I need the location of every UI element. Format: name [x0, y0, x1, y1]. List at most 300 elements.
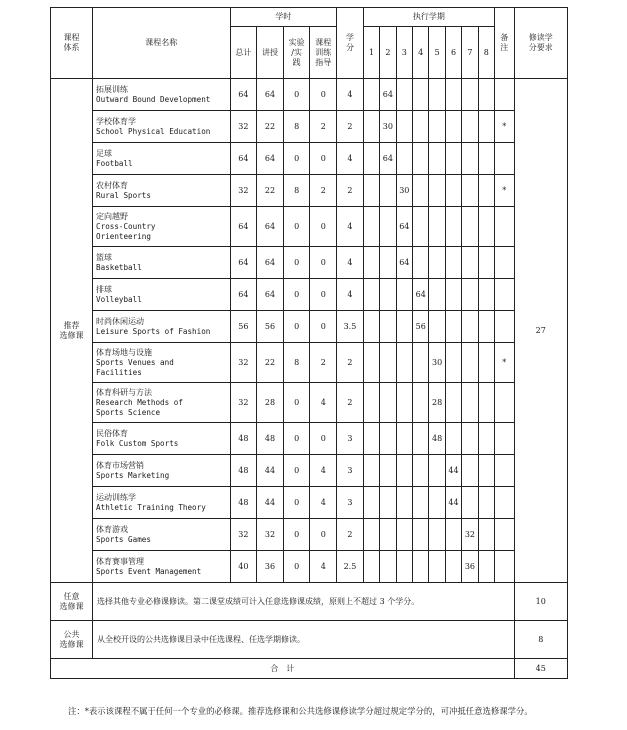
course-row: [51, 143, 568, 175]
course-credit: 4: [337, 79, 364, 111]
semester-2-hours: [380, 247, 396, 279]
course-name: [93, 343, 230, 383]
course-lab: 0: [283, 311, 310, 343]
semester-4-hours: [413, 383, 429, 423]
course-total: 64: [230, 207, 257, 247]
semester-5-hours: [429, 487, 445, 519]
semester-2-hours: [380, 519, 396, 551]
semester-3-hours: [396, 279, 412, 311]
optional-description: 选择其他专业必修课修读。第二课堂成绩可计入任意选修课成绩，原则上不超过 3 个学分。: [93, 583, 514, 621]
course-lab: 0: [283, 423, 310, 455]
course-training: 2: [310, 175, 337, 207]
course-lecture: 64: [257, 79, 284, 111]
header-semester-8: 8: [478, 27, 494, 79]
course-total: 64: [230, 247, 257, 279]
course-name: [93, 79, 230, 111]
header-total: 总计: [230, 27, 257, 79]
semester-3-hours: 30: [396, 175, 412, 207]
semester-2-hours: [380, 551, 396, 583]
semester-4-hours: [413, 455, 429, 487]
course-total: 48: [230, 423, 257, 455]
course-name-en: Volleyball: [96, 294, 142, 304]
semester-6-hours: [445, 383, 461, 423]
header-category: 课程 体系: [51, 8, 93, 79]
course-training: 0: [310, 247, 337, 279]
semester-6-hours: [445, 175, 461, 207]
semester-2-hours: [380, 423, 396, 455]
semester-6-hours: [445, 551, 461, 583]
course-credit: 4: [337, 207, 364, 247]
semester-2-hours: [380, 279, 396, 311]
course-total: 56: [230, 311, 257, 343]
course-remark: [495, 79, 514, 111]
header-semester-2: 2: [380, 27, 396, 79]
semester-5-hours: [429, 175, 445, 207]
semester-2-hours: 30: [380, 111, 396, 143]
course-lab: 8: [283, 175, 310, 207]
course-training: 0: [310, 519, 337, 551]
semester-6-hours: [445, 519, 461, 551]
header-lab: 实验 /实 践: [283, 27, 310, 79]
course-lecture: 64: [257, 143, 284, 175]
semester-4-hours: [413, 207, 429, 247]
course-name-cn: 篮球: [96, 252, 113, 262]
semester-1-hours: [363, 111, 379, 143]
course-lab: 0: [283, 143, 310, 175]
course-name-en: Rural Sports: [96, 190, 151, 200]
semester-5-hours: 28: [429, 383, 445, 423]
curriculum-sheet: [50, 7, 568, 679]
course-lecture: 22: [257, 175, 284, 207]
course-credit: 2: [337, 519, 364, 551]
semester-5-hours: [429, 247, 445, 279]
course-lecture: 48: [257, 423, 284, 455]
course-name: [93, 487, 230, 519]
semester-2-hours: 64: [380, 143, 396, 175]
course-lecture: 32: [257, 519, 284, 551]
semester-4-hours: 56: [413, 311, 429, 343]
course-name-en: Basketball: [96, 262, 142, 272]
header-hours: 学时: [230, 8, 337, 27]
semester-6-hours: [445, 207, 461, 247]
course-lecture: 44: [257, 455, 284, 487]
semester-3-hours: 64: [396, 207, 412, 247]
course-name: [93, 175, 230, 207]
course-name: [93, 551, 230, 583]
semester-8-hours: [478, 383, 494, 423]
semester-1-hours: [363, 207, 379, 247]
semester-6-hours: [445, 423, 461, 455]
semester-8-hours: [478, 311, 494, 343]
semester-2-hours: [380, 207, 396, 247]
category-recommended: 推荐 选修课: [51, 79, 93, 583]
semester-4-hours: [413, 79, 429, 111]
course-name-en: Cross-Country: [96, 221, 156, 231]
semester-3-hours: [396, 383, 412, 423]
course-name: [93, 383, 230, 423]
semester-6-hours: [445, 111, 461, 143]
semester-6-hours: 44: [445, 455, 461, 487]
semester-4-hours: [413, 487, 429, 519]
course-total: 40: [230, 551, 257, 583]
semester-8-hours: [478, 519, 494, 551]
course-row: [51, 343, 568, 383]
semester-1-hours: [363, 551, 379, 583]
header-remark: 备 注: [495, 8, 514, 79]
course-lecture: 22: [257, 343, 284, 383]
semester-1-hours: [363, 383, 379, 423]
course-training: 0: [310, 279, 337, 311]
total-value: 45: [514, 659, 567, 679]
course-remark: *: [495, 111, 514, 143]
course-row: [51, 207, 568, 247]
course-remark: [495, 487, 514, 519]
semester-7-hours: [462, 343, 478, 383]
course-training: 4: [310, 551, 337, 583]
semester-7-hours: [462, 175, 478, 207]
course-remark: [495, 423, 514, 455]
semester-5-hours: [429, 551, 445, 583]
course-row: [51, 279, 568, 311]
semester-8-hours: [478, 143, 494, 175]
semester-5-hours: [429, 519, 445, 551]
course-lab: 0: [283, 383, 310, 423]
course-name-cn: 学校体育学: [96, 116, 137, 126]
course-credit: 2.5: [337, 551, 364, 583]
header-course-name: 课程名称: [93, 8, 230, 79]
semester-8-hours: [478, 487, 494, 519]
course-training: 0: [310, 311, 337, 343]
course-name-cn: 时尚休闲运动: [96, 316, 145, 326]
course-name-cn: 运动训练学: [96, 492, 137, 502]
required-credits-public: 8: [514, 621, 567, 659]
course-credit: 2: [337, 383, 364, 423]
semester-7-hours: [462, 455, 478, 487]
semester-1-hours: [363, 311, 379, 343]
course-lab: 0: [283, 551, 310, 583]
semester-6-hours: [445, 343, 461, 383]
course-training: 4: [310, 455, 337, 487]
header-row-1: [51, 8, 568, 27]
course-credit: 4: [337, 143, 364, 175]
total-label: 合 计: [51, 659, 515, 679]
course-name: [93, 311, 230, 343]
course-name-en: Sports Venues and: [96, 357, 174, 367]
header-credit: 学 分: [337, 8, 364, 79]
semester-3-hours: [396, 423, 412, 455]
semester-8-hours: [478, 207, 494, 247]
course-remark: *: [495, 175, 514, 207]
course-row: [51, 311, 568, 343]
course-training: 0: [310, 143, 337, 175]
header-required-credits: 修读学 分要求: [514, 8, 567, 79]
course-lab: 0: [283, 519, 310, 551]
course-lab: 0: [283, 79, 310, 111]
course-name: [93, 207, 230, 247]
semester-7-hours: [462, 383, 478, 423]
course-name: [93, 279, 230, 311]
semester-5-hours: [429, 207, 445, 247]
course-training: 4: [310, 383, 337, 423]
semester-2-hours: [380, 175, 396, 207]
semester-6-hours: [445, 311, 461, 343]
course-lecture: 64: [257, 247, 284, 279]
course-lab: 0: [283, 487, 310, 519]
semester-3-hours: [396, 551, 412, 583]
course-name-cn: 体育赛事管理: [96, 556, 145, 566]
course-name: [93, 247, 230, 279]
course-row: [51, 383, 568, 423]
footnote: 注：*表示该课程不属于任何一个专业的必修课。推荐选修课和公共选修课修读学分超过规定学分的，可冲抵任意选修课学分。: [68, 706, 533, 716]
course-total: 32: [230, 175, 257, 207]
total-row: [51, 659, 568, 679]
semester-8-hours: [478, 343, 494, 383]
course-name-en: Outward Bound Development: [96, 94, 211, 104]
course-lecture: 22: [257, 111, 284, 143]
course-row: [51, 423, 568, 455]
semester-1-hours: [363, 79, 379, 111]
course-name-en: Facilities: [96, 367, 142, 377]
semester-3-hours: 64: [396, 247, 412, 279]
course-training: 2: [310, 111, 337, 143]
semester-6-hours: [445, 79, 461, 111]
course-name-en: Football: [96, 158, 133, 168]
course-remark: [495, 551, 514, 583]
semester-5-hours: [429, 311, 445, 343]
course-row: [51, 175, 568, 207]
course-name-en: Orienteering: [96, 231, 151, 241]
semester-7-hours: [462, 111, 478, 143]
course-name-en: Sports Event Management: [96, 566, 202, 576]
course-credit: 2: [337, 111, 364, 143]
semester-4-hours: [413, 519, 429, 551]
semester-2-hours: 64: [380, 79, 396, 111]
required-credits-recommended: 27: [514, 79, 567, 583]
course-credit: 2: [337, 175, 364, 207]
category-public: 公共 选修课: [51, 621, 93, 659]
semester-1-hours: [363, 423, 379, 455]
course-remark: *: [495, 343, 514, 383]
semester-2-hours: [380, 343, 396, 383]
course-name-cn: 排球: [96, 284, 113, 294]
course-name: [93, 143, 230, 175]
course-training: 0: [310, 423, 337, 455]
course-training: 0: [310, 79, 337, 111]
semester-8-hours: [478, 279, 494, 311]
semester-8-hours: [478, 455, 494, 487]
course-name-en: Sports Science: [96, 407, 161, 417]
semester-2-hours: [380, 383, 396, 423]
semester-1-hours: [363, 175, 379, 207]
course-name-en: Sports Games: [96, 534, 151, 544]
semester-2-hours: [380, 455, 396, 487]
semester-8-hours: [478, 111, 494, 143]
course-row: [51, 519, 568, 551]
public-row: [51, 621, 568, 659]
header-lecture: 讲授: [257, 27, 284, 79]
course-remark: [495, 311, 514, 343]
semester-6-hours: [445, 247, 461, 279]
semester-4-hours: [413, 551, 429, 583]
course-total: 48: [230, 487, 257, 519]
course-row: [51, 111, 568, 143]
semester-7-hours: [462, 79, 478, 111]
semester-8-hours: [478, 423, 494, 455]
semester-7-hours: [462, 143, 478, 175]
semester-8-hours: [478, 79, 494, 111]
header-semester-7: 7: [462, 27, 478, 79]
course-name-cn: 拓展训练: [96, 84, 129, 94]
course-remark: [495, 383, 514, 423]
semester-7-hours: 32: [462, 519, 478, 551]
course-credit: 4: [337, 247, 364, 279]
course-lab: 0: [283, 247, 310, 279]
course-name: [93, 111, 230, 143]
course-row: [51, 247, 568, 279]
semester-3-hours: [396, 143, 412, 175]
course-training: 2: [310, 343, 337, 383]
course-total: 32: [230, 343, 257, 383]
semester-5-hours: 30: [429, 343, 445, 383]
course-name-en: Athletic Training Theory: [96, 502, 206, 512]
course-total: 64: [230, 279, 257, 311]
course-name-cn: 足球: [96, 148, 113, 158]
course-remark: [495, 143, 514, 175]
semester-5-hours: [429, 79, 445, 111]
semester-5-hours: [429, 143, 445, 175]
semester-7-hours: 36: [462, 551, 478, 583]
course-row: [51, 551, 568, 583]
course-lecture: 64: [257, 207, 284, 247]
course-remark: [495, 455, 514, 487]
semester-8-hours: [478, 175, 494, 207]
semester-8-hours: [478, 551, 494, 583]
course-lab: 8: [283, 343, 310, 383]
course-credit: 3: [337, 423, 364, 455]
course-lecture: 44: [257, 487, 284, 519]
semester-1-hours: [363, 247, 379, 279]
course-remark: [495, 247, 514, 279]
semester-5-hours: [429, 279, 445, 311]
course-lab: 0: [283, 279, 310, 311]
course-name: [93, 519, 230, 551]
course-total: 32: [230, 519, 257, 551]
course-total: 48: [230, 455, 257, 487]
course-name: [93, 455, 230, 487]
semester-3-hours: [396, 455, 412, 487]
header-semester-5: 5: [429, 27, 445, 79]
course-credit: 4: [337, 279, 364, 311]
course-credit: 3.5: [337, 311, 364, 343]
course-row: [51, 487, 568, 519]
header-semester-1: 1: [363, 27, 379, 79]
semester-7-hours: [462, 487, 478, 519]
curriculum-table: [50, 7, 568, 679]
course-name-cn: 体育市场营销: [96, 460, 145, 470]
course-credit: 3: [337, 455, 364, 487]
optional-row: [51, 583, 568, 621]
course-row: [51, 79, 568, 111]
semester-6-hours: 44: [445, 487, 461, 519]
public-description: 从全校开设的公共选修课目录中任选课程、任选学期修读。: [93, 621, 514, 659]
course-name-en: Research Methods of: [96, 397, 183, 407]
header-semester-3: 3: [396, 27, 412, 79]
semester-3-hours: [396, 487, 412, 519]
course-total: 64: [230, 143, 257, 175]
semester-4-hours: 64: [413, 279, 429, 311]
course-lecture: 64: [257, 279, 284, 311]
semester-3-hours: [396, 111, 412, 143]
semester-4-hours: [413, 111, 429, 143]
course-name-cn: 体育游戏: [96, 524, 129, 534]
semester-3-hours: [396, 343, 412, 383]
course-row: [51, 455, 568, 487]
course-lecture: 28: [257, 383, 284, 423]
course-name-cn: 农村体育: [96, 180, 129, 190]
course-lab: 0: [283, 207, 310, 247]
semester-8-hours: [478, 247, 494, 279]
semester-5-hours: [429, 455, 445, 487]
semester-7-hours: [462, 247, 478, 279]
header-training: 课程 训练 指导: [310, 27, 337, 79]
semester-4-hours: [413, 175, 429, 207]
semester-3-hours: [396, 79, 412, 111]
semester-4-hours: [413, 247, 429, 279]
required-credits-optional: 10: [514, 583, 567, 621]
semester-6-hours: [445, 143, 461, 175]
semester-3-hours: [396, 311, 412, 343]
semester-7-hours: [462, 423, 478, 455]
course-name-en: School Physical Education: [96, 126, 211, 136]
course-total: 32: [230, 111, 257, 143]
course-lecture: 56: [257, 311, 284, 343]
course-credit: 3: [337, 487, 364, 519]
semester-5-hours: [429, 111, 445, 143]
course-name-en: Sports Marketing: [96, 470, 170, 480]
course-name-cn: 体育科研与方法: [96, 387, 153, 397]
semester-3-hours: [396, 519, 412, 551]
course-lecture: 36: [257, 551, 284, 583]
semester-7-hours: [462, 207, 478, 247]
semester-7-hours: [462, 279, 478, 311]
semester-4-hours: [413, 143, 429, 175]
table-body: [51, 8, 568, 679]
semester-1-hours: [363, 487, 379, 519]
semester-1-hours: [363, 279, 379, 311]
header-semester-4: 4: [413, 27, 429, 79]
course-lab: 8: [283, 111, 310, 143]
semester-2-hours: [380, 311, 396, 343]
semester-4-hours: [413, 343, 429, 383]
course-name-en: Folk Custom Sports: [96, 438, 179, 448]
course-name: [93, 423, 230, 455]
semester-1-hours: [363, 519, 379, 551]
semester-4-hours: [413, 423, 429, 455]
course-remark: [495, 207, 514, 247]
category-optional: 任意 选修课: [51, 583, 93, 621]
course-name-cn: 民俗体育: [96, 428, 129, 438]
semester-2-hours: [380, 487, 396, 519]
course-total: 32: [230, 383, 257, 423]
course-total: 64: [230, 79, 257, 111]
semester-1-hours: [363, 343, 379, 383]
course-remark: [495, 519, 514, 551]
course-name-cn: 定向越野: [96, 211, 129, 221]
semester-5-hours: 48: [429, 423, 445, 455]
course-name-en: Leisure Sports of Fashion: [96, 326, 211, 336]
header-semester-6: 6: [445, 27, 461, 79]
semester-1-hours: [363, 455, 379, 487]
